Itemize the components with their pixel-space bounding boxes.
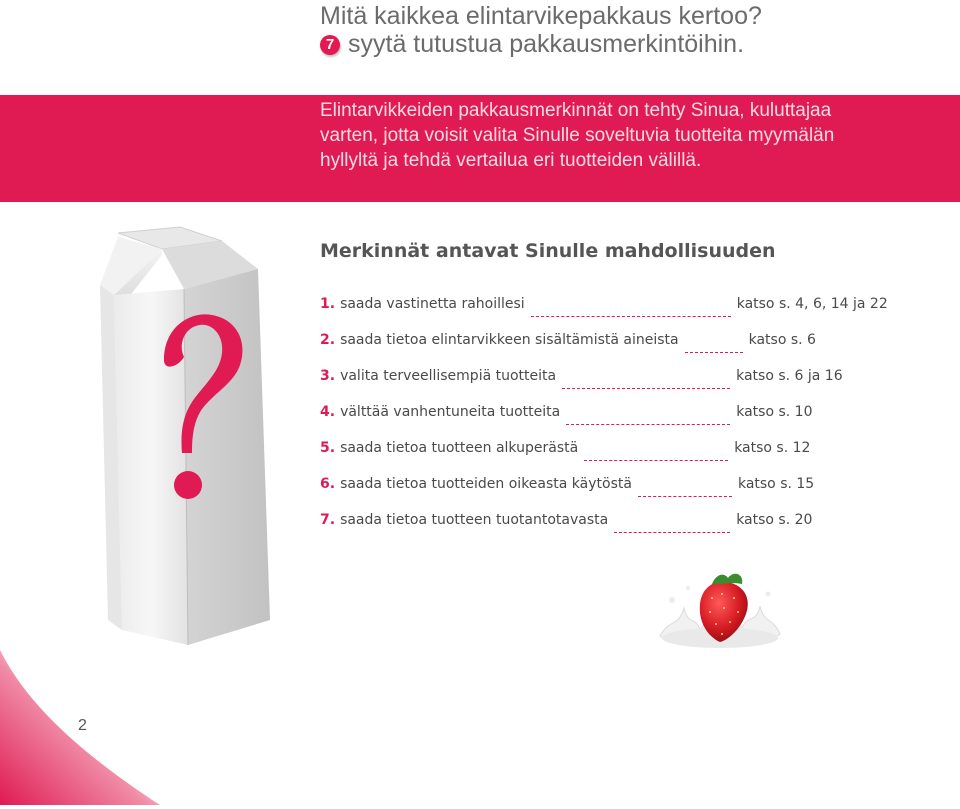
dashed-leader: [584, 460, 728, 461]
page-number: 2: [78, 717, 87, 734]
dashed-leader: [562, 388, 730, 389]
page-reference: katso s. 12: [734, 440, 811, 456]
strawberry-milk-splash-image: [650, 558, 790, 672]
dashed-leader: [614, 532, 730, 533]
page-reference: katso s. 10: [736, 404, 813, 420]
list-item-text: saada tietoa elintarvikkeen sisältämistä aineista: [340, 332, 679, 348]
list-item-text: saada vastinetta rahoillesi: [340, 296, 525, 312]
list-item-number: 4.: [320, 404, 336, 420]
list-item-number: 1.: [320, 296, 336, 312]
page-reference: katso s. 15: [737, 476, 815, 492]
list-item-number: 3.: [320, 368, 336, 384]
list-item: [320, 332, 900, 368]
list-item-text: valita terveellisempiä tuotteita: [340, 368, 557, 384]
list-item-number: 6.: [320, 476, 336, 492]
title-line-1: Mitä kaikkea elintarvikepakkaus kertoo?: [320, 2, 762, 30]
dashed-leader: [566, 424, 730, 425]
list-item: [320, 512, 900, 548]
section-heading: Merkinnät antavat Sinulle mahdollisuuden: [320, 240, 776, 262]
list-item: [320, 368, 900, 404]
list-item-number: 7.: [320, 512, 336, 528]
list-item-number: 5.: [320, 440, 336, 456]
page-reference: katso s. 6 ja 16: [736, 368, 843, 384]
title-line-2: [320, 30, 960, 58]
list-item: [320, 476, 900, 512]
dashed-leader: [638, 496, 732, 497]
list-item: [320, 404, 900, 440]
list-item: [320, 440, 900, 476]
title-line-2-text: syytä tutustua pakkausmerkintöihin.: [348, 30, 745, 58]
list-item-text: saada tietoa tuotteen tuotantotavasta: [340, 512, 609, 528]
page-reference: katso s. 6: [748, 332, 816, 348]
list-item-text: saada tietoa tuotteen alkuperästä: [340, 440, 579, 456]
list-item-number: 2.: [320, 332, 336, 348]
number-badge: 7: [320, 35, 340, 55]
list-item: [320, 296, 900, 332]
dashed-leader: [531, 316, 731, 317]
list-item-text: saada tietoa tuotteiden oikeasta käytöstä: [340, 476, 632, 492]
dashed-leader: [685, 352, 743, 353]
list-item-text: välttää vanhentuneita tuotteita: [340, 404, 561, 420]
opportunities-list: [320, 296, 900, 548]
page-title: [320, 2, 960, 58]
intro-text: Elintarvikkeiden pakkausmerkinnät on tehty Sinua, kuluttajaa varten, jotta voisit valita Sinulle soveltuvia tuotteita myymälän hyllyltä ja tehdä vertailua eri tuotteiden välillä.: [320, 100, 835, 171]
page-reference: katso s. 4, 6, 14 ja 22: [736, 296, 888, 312]
question-mark-icon: [150, 305, 250, 509]
page-reference: katso s. 20: [736, 512, 813, 528]
